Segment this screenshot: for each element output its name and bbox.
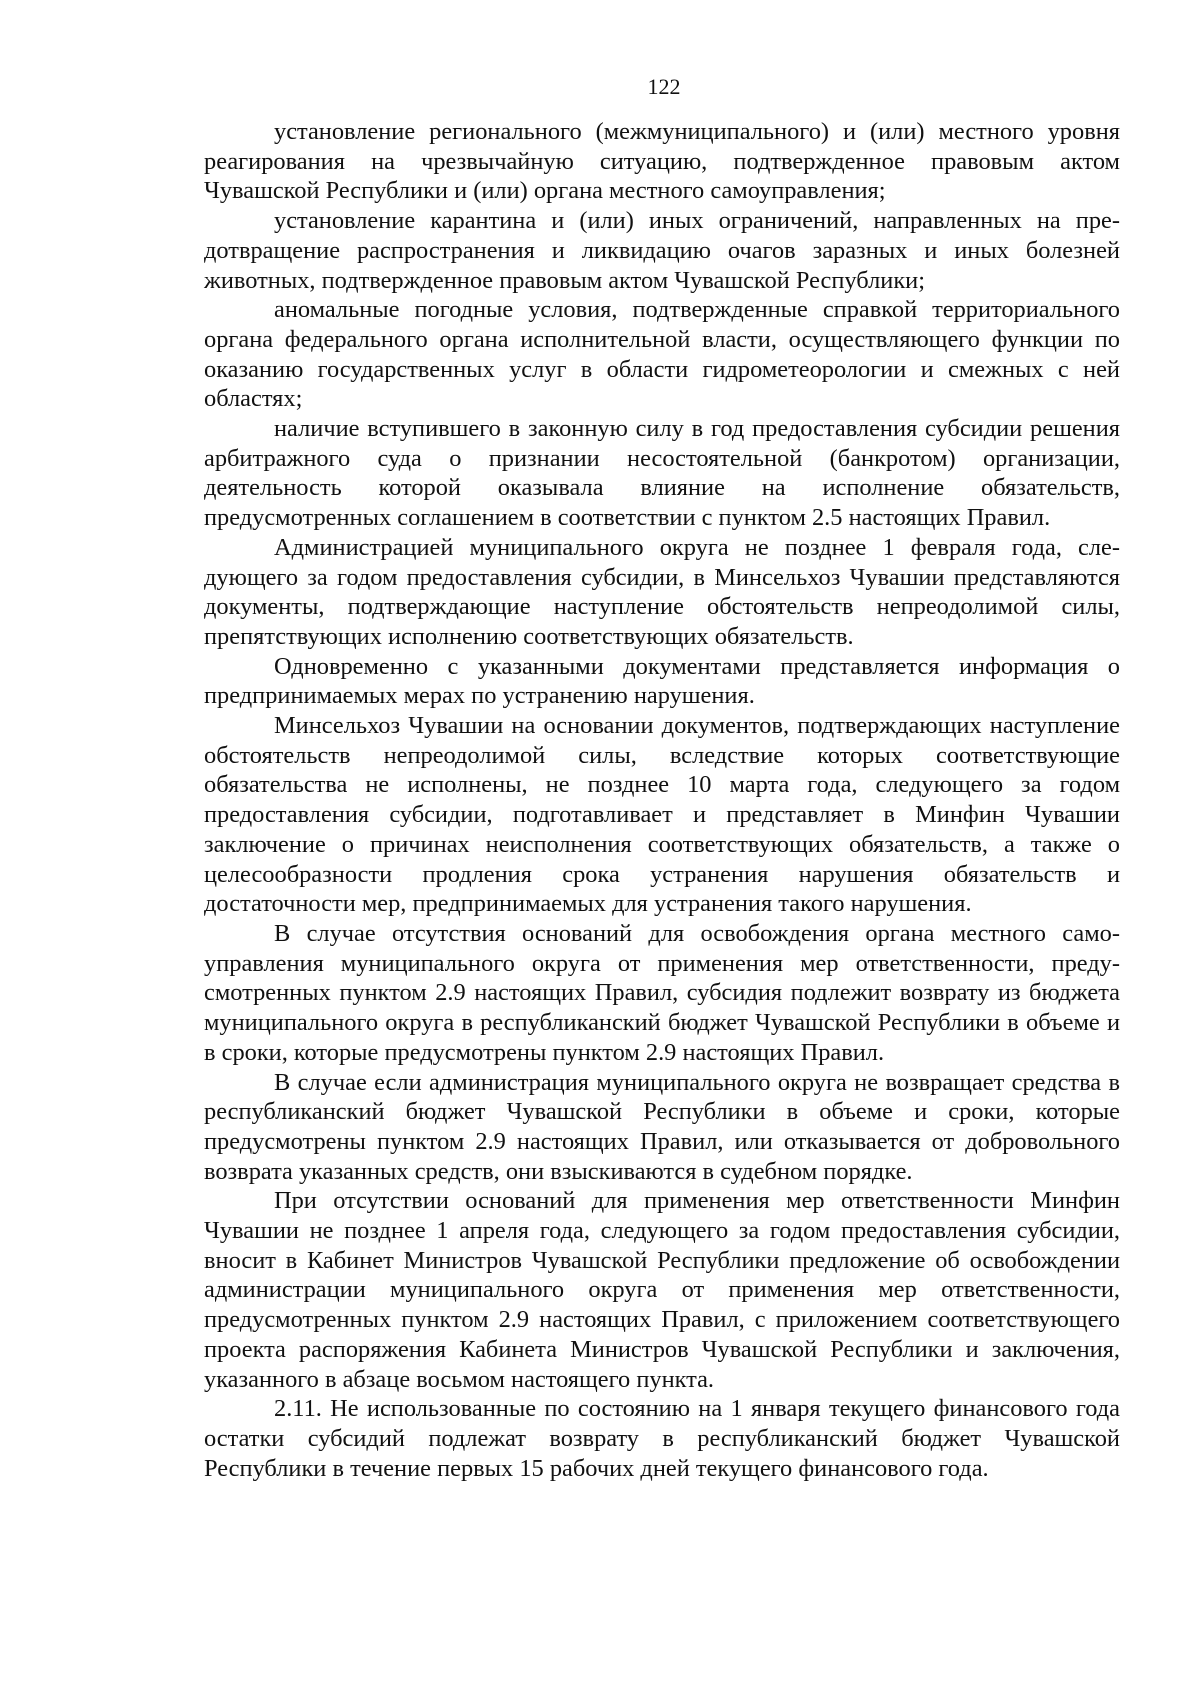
document-body (204, 117, 1120, 1483)
paragraph-measures-info: Одновременно с указанными документами представляется информация о предпринимаемых мерах по устранению нарушения. (204, 652, 1120, 710)
paragraph-bankruptcy: наличие вступившего в законную силу в год предоставления субсидии решения арбитражного суда о признании несостоятельной (банкротом) организации, деятельность которой оказывала влияние на исполнение обязательств, предусмотренных соглашением в соответствии с пунктом 2.5 настоящих Правил. (204, 415, 1120, 532)
paragraph-emergency-regime: установление регионального (межмуниципального) и (или) местного уровня реагирования на чрезвычайную ситуацию, подтвержденное правовым актом Чувашской Республики и (или) органа местного самоуправления; (204, 118, 1120, 205)
paragraph-judicial-recovery: В случае если администрация муниципального округа не возвращает средства в республиканский бюджет Чувашской Республики в объеме и сроки, которые предусмотрены пунктом 2.9 настоящих Правил, или отказывается от добровольного возврата указанных средств, они взыскиваются в судебном порядке. (204, 1068, 1120, 1185)
paragraph-documents-submission: Администрацией муниципального округа не позднее 1 февраля года, следующего за годом предоставления субсидии, в Минсельхоз Чувашии представляются документы, подтверждающие наступление обстоятельств непреодолимой силы, препятствующих исполнению соответствующих обязательств. (204, 533, 1120, 650)
paragraph-clause-2-11: 2.11. Не использованные по состоянию на 1 января текущего финансового года остатки субсидий подлежат возврату в республиканский бюджет Чувашской Республики в течение первых 15 рабочих дней текущего финансового года. (204, 1395, 1120, 1482)
paragraph-quarantine: установление карантина и (или) иных ограничений, направленных на предотвращение распространения и ликвидацию очагов заразных и иных болезней животных, подтвержденное правовым актом Чувашской Республики; (204, 207, 1120, 294)
paragraph-ministry-conclusion: Минсельхоз Чувашии на основании документов, подтверждающих наступление обстоятельств непреодолимой силы, вследствие которых соответствующие обязательства не исполнены, не позднее 10 марта года, следующего за годом предоставления субсидии, подготавливает и представляет в Минфин Чувашии заключение о причинах неисполнения соответствующих обязательств, а также о целесообразности продления срока устранения нарушения обязательств и достаточности мер, предпринимаемых для устранения такого нарушения. (204, 712, 1120, 918)
paragraph-subsidy-return: В случае отсутствия оснований для освобождения органа местного самоуправления муниципального округа от применения мер ответственности, предусмотренных пунктом 2.9 настоящих Правил, субсидия подлежит возврату из бюджета муниципального округа в республиканский бюджет Чувашской Республики в объеме и в сроки, которые предусмотрены пунктом 2.9 настоящих Правил. (204, 919, 1120, 1066)
paragraph-exemption-proposal: При отсутствии оснований для применения мер ответственности Минфин Чувашии не позднее 1 апреля года, следующего за годом предоставления субсидии, вносит в Кабинет Министров Чувашской Республики предложение об освобождении администрации муниципального округа от применения мер ответственности, предусмотренных пунктом 2.9 настоящих Правил, с приложением соответствующего проекта распоряжения Кабинета Министров Чувашской Республики и заключения, указанного в абзаце восьмом настоящего пункта. (204, 1187, 1120, 1393)
paragraph-weather-conditions: аномальные погодные условия, подтвержденные справкой территориального органа федерального органа исполнительной власти, осуществляющего функции по оказанию государственных услуг в области гидрометеорологии и смежных с ней областях; (204, 296, 1120, 413)
page-number: 122 (647, 74, 681, 99)
